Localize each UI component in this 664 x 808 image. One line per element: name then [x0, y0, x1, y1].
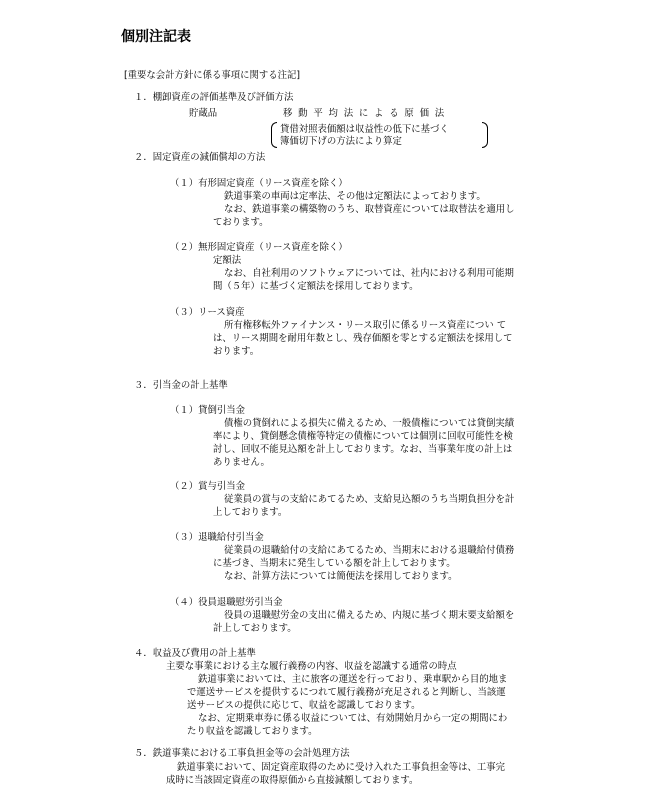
retirement-benefits-line-3: なお、計算方法については簡便法を採用しております。 [224, 571, 458, 582]
retirement-benefits-line-1: 従業員の退職給付の支給にあてるため、当期末における退職給付債務 [224, 545, 515, 556]
revenue-line-2: で運送サービスを提供するにつれて履行義務が充足されると判断し、当該運 [187, 687, 506, 698]
bonus-reserve-line-1: 従業員の賞与の支給にあてるため、支給見込額のうち当期負担分を計 [224, 494, 515, 505]
lease-assets-line-3: おります。 [213, 346, 260, 357]
tangible-assets-line-1: 鉄道事業の車両は定率法、その他は定額法によっております。 [224, 191, 486, 202]
officer-retirement-line-1: 役員の退職慰労金の支出に備えるため、内規に基づく期末要支給額を [224, 610, 515, 621]
doubtful-accounts-line-2: 率により、貸倒懸念債権等特定の債権については個別に回収可能性を検 [213, 431, 513, 442]
tangible-assets-heading: （１）有形固定資産（リース資産を除く） [170, 178, 348, 189]
intangible-assets-heading: （２）無形固定資産（リース資産を除く） [170, 242, 348, 253]
bonus-reserve-line-2: 上しております。 [213, 507, 288, 518]
doubtful-accounts-line-3: 討し、回収不能見込額を計上しております。なお、当事業年度の計上は [213, 444, 513, 455]
doubtful-accounts-line-1: 債権の貸倒れによる損失に備えるため、一般債権については貸倒実績 [224, 418, 515, 429]
lease-assets-line-1: 所有権移転外ファイナンス・リース取引に係るリース資産につい て [224, 320, 507, 331]
revenue-subheading: 主要な事業における主な履行義務の内容、収益を認識する通常の時点 [166, 661, 457, 672]
section-1-heading: １．棚卸資産の評価基準及び評価方法 [134, 92, 294, 103]
page-title: 個別注記表 [121, 29, 191, 45]
section-header: [重要な会計方針に係る事項に関する注記] [124, 70, 301, 81]
bonus-reserve-heading: （２）賞与引当金 [170, 481, 246, 492]
retirement-benefits-heading: （３）退職給付引当金 [170, 532, 264, 543]
lease-assets-line-2: は、リース期間を耐用年数とし、残存価額を零とする定額法を採用して [213, 333, 513, 344]
intangible-assets-line-2: なお、自社利用のソフトウェアについては、社内における利用可能期 [224, 268, 514, 279]
doubtful-accounts-heading: （１）貸倒引当金 [170, 405, 246, 416]
officer-retirement-line-2: 計上しております。 [213, 623, 297, 634]
valuation-method: 移動平均法による原価法 [283, 108, 450, 119]
tangible-assets-line-3: ております。 [213, 217, 269, 228]
revenue-line-5: たり収益を認識しております。 [187, 726, 318, 737]
lease-assets-heading: （３）リース資産 [170, 307, 245, 318]
intangible-assets-line-3: 間（５年）に基づく定額法を採用しております。 [213, 281, 419, 292]
section-4-heading: ４．収益及び費用の計上基準 [134, 648, 256, 659]
tangible-assets-line-2: なお、鉄道事業の構築物のうち、取替資産については取替法を適用し [224, 204, 515, 215]
revenue-line-3: 送サービスの提供に応じて、収益を認識しております。 [187, 700, 421, 711]
valuation-note-line-1: 貸借対照表価額は収益性の低下に基づく [280, 124, 449, 135]
section-5-heading: ５．鉄道事業における工事負担金等の会計処理方法 [134, 748, 350, 759]
revenue-line-4: なお、定期乗車券に係る収益については、有効開始月から一定の期間にわ [198, 713, 508, 724]
construction-contribution-line-2: 成時に当該固定資産の取得原価から直接減額しております。 [166, 775, 419, 786]
valuation-note-line-2: 簿価切下げの方法により算定 [280, 136, 402, 147]
construction-contribution-line-1: 鉄道事業において、固定資産取得のために受け入れた工事負担金等は、工事完 [177, 762, 505, 773]
inventory-item-label: 貯蔵品 [189, 108, 218, 119]
note-bracket-left [271, 122, 277, 148]
doubtful-accounts-line-4: ありません。 [213, 457, 270, 468]
section-3-heading: ３．引当金の計上基準 [134, 380, 228, 391]
section-2-heading: ２．固定資産の減価償却の方法 [134, 152, 266, 163]
retirement-benefits-line-2: に基づき、当期末に発生している額を計上しております。 [213, 558, 456, 569]
note-bracket-right [482, 122, 488, 148]
officer-retirement-heading: （４）役員退職慰労引当金 [170, 597, 283, 608]
revenue-line-1: 鉄道事業においては、主に旅客の運送を行っており、乗車駅から目的地ま [198, 674, 508, 685]
intangible-assets-line-1: 定額法 [213, 255, 242, 266]
